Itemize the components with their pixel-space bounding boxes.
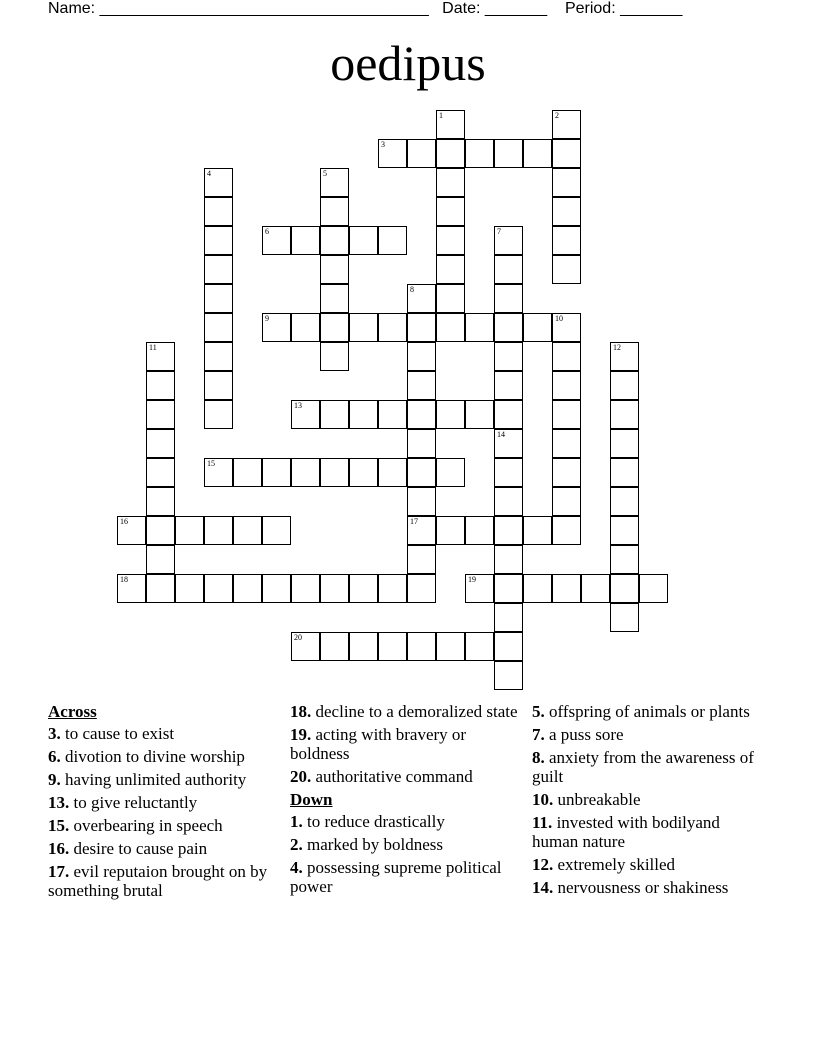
grid-cell[interactable] xyxy=(204,400,233,429)
grid-cell[interactable] xyxy=(204,168,233,197)
grid-cell[interactable] xyxy=(494,574,523,603)
cell-number: 9 xyxy=(265,314,269,323)
grid-cell[interactable] xyxy=(552,487,581,516)
cell-number: 18 xyxy=(120,575,128,584)
grid-cell[interactable] xyxy=(204,226,233,255)
clue-across-15: 15. overbearing in speech xyxy=(48,816,223,835)
grid-cell[interactable] xyxy=(320,574,349,603)
grid-cell[interactable] xyxy=(494,545,523,574)
grid-cell[interactable] xyxy=(146,371,175,400)
grid-cell[interactable] xyxy=(407,371,436,400)
grid-cell[interactable] xyxy=(204,313,233,342)
clue-across-18: 18. decline to a demoralized state xyxy=(290,702,518,721)
name-label: Name: xyxy=(48,0,96,17)
grid-cell[interactable] xyxy=(523,574,552,603)
grid-cell[interactable] xyxy=(320,168,349,197)
grid-cell[interactable] xyxy=(291,400,320,429)
grid-cell[interactable] xyxy=(146,429,175,458)
cell-number: 15 xyxy=(207,459,215,468)
cell-number: 11 xyxy=(149,343,157,352)
clue-across-6: 6. divotion to divine worship xyxy=(48,747,245,766)
grid-cell[interactable] xyxy=(610,371,639,400)
grid-cell[interactable] xyxy=(262,574,291,603)
grid-cell[interactable] xyxy=(494,226,523,255)
grid-cell[interactable] xyxy=(639,574,668,603)
grid-cell[interactable] xyxy=(146,400,175,429)
grid-cell[interactable] xyxy=(610,603,639,632)
clue-down-8: 8. anxiety from the awareness of guilt xyxy=(532,748,754,786)
grid-cell[interactable] xyxy=(262,226,291,255)
grid-cell[interactable] xyxy=(465,139,494,168)
grid-cell[interactable] xyxy=(436,255,465,284)
grid-cell[interactable] xyxy=(610,545,639,574)
clue-across-13: 13. to give reluctantly xyxy=(48,793,198,812)
date-label: Date: xyxy=(442,0,481,17)
grid-cell[interactable] xyxy=(552,168,581,197)
cell-number: 13 xyxy=(294,401,302,410)
grid-cell[interactable] xyxy=(320,226,349,255)
grid-cell[interactable] xyxy=(378,632,407,661)
grid-cell[interactable] xyxy=(465,516,494,545)
across-heading: Across xyxy=(48,702,97,721)
grid-cell[interactable] xyxy=(204,371,233,400)
cell-number: 20 xyxy=(294,633,302,642)
grid-cell[interactable] xyxy=(494,313,523,342)
grid-cell[interactable] xyxy=(407,545,436,574)
grid-cell[interactable] xyxy=(436,458,465,487)
cell-number: 6 xyxy=(265,227,269,236)
cell-number: 16 xyxy=(120,517,128,526)
grid-cell[interactable] xyxy=(610,487,639,516)
grid-cell[interactable] xyxy=(349,458,378,487)
grid-cell[interactable] xyxy=(378,458,407,487)
grid-cell[interactable] xyxy=(610,429,639,458)
grid-cell[interactable] xyxy=(349,574,378,603)
grid-cell[interactable] xyxy=(494,632,523,661)
grid-cell[interactable] xyxy=(610,458,639,487)
grid-cell[interactable] xyxy=(610,516,639,545)
grid-cell[interactable] xyxy=(436,516,465,545)
grid-cell[interactable] xyxy=(204,284,233,313)
grid-cell[interactable] xyxy=(436,110,465,139)
grid-cell[interactable] xyxy=(407,429,436,458)
grid-cell[interactable] xyxy=(494,284,523,313)
grid-cell[interactable] xyxy=(552,429,581,458)
grid-cell[interactable] xyxy=(146,342,175,371)
period-label: Period: xyxy=(564,0,616,17)
grid-cell[interactable] xyxy=(494,400,523,429)
grid-cell[interactable] xyxy=(175,574,204,603)
clue-down-1: 1. to reduce drastically xyxy=(290,812,445,831)
grid-cell[interactable] xyxy=(436,400,465,429)
grid-cell[interactable] xyxy=(610,574,639,603)
grid-cell[interactable] xyxy=(610,400,639,429)
grid-cell[interactable] xyxy=(552,458,581,487)
grid-cell[interactable] xyxy=(494,603,523,632)
name-blank[interactable]: _____________________________________ xyxy=(99,0,429,17)
grid-cell[interactable] xyxy=(378,574,407,603)
grid-cell[interactable] xyxy=(349,313,378,342)
date-blank[interactable]: _______ xyxy=(484,0,548,17)
cell-number: 10 xyxy=(555,314,563,323)
grid-cell[interactable] xyxy=(320,197,349,226)
grid-cell[interactable] xyxy=(349,632,378,661)
grid-cell[interactable] xyxy=(291,632,320,661)
grid-cell[interactable] xyxy=(320,342,349,371)
grid-cell[interactable] xyxy=(465,574,494,603)
cell-number: 7 xyxy=(497,227,501,236)
grid-cell[interactable] xyxy=(407,458,436,487)
grid-cell[interactable] xyxy=(204,342,233,371)
clue-across-16: 16. desire to cause pain xyxy=(48,839,208,858)
grid-cell[interactable] xyxy=(523,139,552,168)
grid-cell[interactable] xyxy=(552,110,581,139)
cell-number: 12 xyxy=(613,343,621,352)
clue-across-9: 9. having unlimited authority xyxy=(48,770,247,789)
grid-cell[interactable] xyxy=(204,516,233,545)
grid-cell[interactable] xyxy=(407,487,436,516)
grid-cell[interactable] xyxy=(552,342,581,371)
period-blank[interactable]: _______ xyxy=(620,0,683,17)
grid-cell[interactable] xyxy=(407,574,436,603)
clue-down-10: 10. unbreakable xyxy=(532,790,641,809)
grid-cell[interactable] xyxy=(436,197,465,226)
clue-down-2: 2. marked by boldness xyxy=(290,835,443,854)
clue-down-5: 5. offspring of animals or plants xyxy=(532,702,750,721)
cell-number: 3 xyxy=(381,140,385,149)
grid-cell[interactable] xyxy=(494,458,523,487)
grid-cell[interactable] xyxy=(146,516,175,545)
grid-cell[interactable] xyxy=(262,313,291,342)
grid-cell[interactable] xyxy=(407,342,436,371)
grid-cell[interactable] xyxy=(146,574,175,603)
grid-cell[interactable] xyxy=(349,400,378,429)
grid-cell[interactable] xyxy=(146,545,175,574)
grid-cell[interactable] xyxy=(494,429,523,458)
grid-cell[interactable] xyxy=(117,574,146,603)
clue-down-4: 4. possessing supreme political power xyxy=(290,858,502,896)
grid-cell[interactable] xyxy=(291,458,320,487)
grid-cell[interactable] xyxy=(204,458,233,487)
clue-down-14: 14. nervousness or shakiness xyxy=(532,878,729,897)
clue-down-7: 7. a puss sore xyxy=(532,725,624,744)
grid-cell[interactable] xyxy=(494,139,523,168)
grid-cell[interactable] xyxy=(436,139,465,168)
grid-cell[interactable] xyxy=(436,226,465,255)
grid-cell[interactable] xyxy=(494,661,523,690)
clue-across-3: 3. to cause to exist xyxy=(48,724,175,743)
cell-number: 4 xyxy=(207,169,211,178)
grid-cell[interactable] xyxy=(320,284,349,313)
grid-cell[interactable] xyxy=(204,574,233,603)
grid-cell[interactable] xyxy=(117,516,146,545)
cell-number: 1 xyxy=(439,111,443,120)
grid-cell[interactable] xyxy=(233,458,262,487)
grid-cell[interactable] xyxy=(407,313,436,342)
clue-down-12: 12. extremely skilled xyxy=(532,855,676,874)
clue-across-19: 19. acting with bravery or boldness xyxy=(290,725,467,763)
grid-cell[interactable] xyxy=(494,342,523,371)
grid-cell[interactable] xyxy=(436,632,465,661)
grid-cell[interactable] xyxy=(552,197,581,226)
grid-cell[interactable] xyxy=(262,458,291,487)
grid-cell[interactable] xyxy=(436,313,465,342)
grid-cell[interactable] xyxy=(465,400,494,429)
grid-cell[interactable] xyxy=(552,139,581,168)
grid-cell[interactable] xyxy=(320,632,349,661)
grid-cell[interactable] xyxy=(494,487,523,516)
grid-cell[interactable] xyxy=(175,516,204,545)
grid-cell[interactable] xyxy=(407,632,436,661)
grid-cell[interactable] xyxy=(320,400,349,429)
cell-number: 17 xyxy=(410,517,418,526)
grid-cell[interactable] xyxy=(552,226,581,255)
grid-cell[interactable] xyxy=(436,284,465,313)
grid-cell[interactable] xyxy=(349,226,378,255)
grid-cell[interactable] xyxy=(378,400,407,429)
grid-cell[interactable] xyxy=(146,458,175,487)
grid-cell[interactable] xyxy=(581,574,610,603)
grid-cell[interactable] xyxy=(146,487,175,516)
puzzle-title: oedipus xyxy=(330,35,486,91)
grid-cell[interactable] xyxy=(233,574,262,603)
grid-cell[interactable] xyxy=(204,197,233,226)
clue-across-20: 20. authoritative command xyxy=(290,767,473,786)
cell-number: 14 xyxy=(497,430,505,439)
grid-cell[interactable] xyxy=(378,226,407,255)
grid-cell[interactable] xyxy=(291,574,320,603)
grid-cell[interactable] xyxy=(523,516,552,545)
grid-cell[interactable] xyxy=(291,226,320,255)
grid-cell[interactable] xyxy=(407,516,436,545)
grid-cell[interactable] xyxy=(465,632,494,661)
grid-cell[interactable] xyxy=(494,516,523,545)
grid-cell[interactable] xyxy=(378,139,407,168)
grid-cell[interactable] xyxy=(552,371,581,400)
grid-cell[interactable] xyxy=(378,313,407,342)
cell-number: 8 xyxy=(410,285,414,294)
grid-cell[interactable] xyxy=(262,516,291,545)
grid-cell[interactable] xyxy=(552,516,581,545)
grid-cell[interactable] xyxy=(552,313,581,342)
grid-cell[interactable] xyxy=(320,255,349,284)
grid-cell[interactable] xyxy=(407,139,436,168)
grid-cell[interactable] xyxy=(552,400,581,429)
grid-cell[interactable] xyxy=(320,458,349,487)
clues-column-2 xyxy=(290,702,520,900)
clue-down-11: 11. invested with bodilyand human nature xyxy=(532,813,720,851)
grid-cell[interactable] xyxy=(436,168,465,197)
clues-column-1 xyxy=(48,702,278,904)
grid-cell[interactable] xyxy=(407,400,436,429)
grid-cell[interactable] xyxy=(494,371,523,400)
grid-cell[interactable] xyxy=(233,516,262,545)
grid-cell[interactable] xyxy=(523,313,552,342)
clue-across-17: 17. evil reputaion brought on by something brutal xyxy=(48,862,268,900)
grid-cell[interactable] xyxy=(494,255,523,284)
grid-cell[interactable] xyxy=(407,284,436,313)
grid-cell[interactable] xyxy=(204,255,233,284)
down-heading: Down xyxy=(290,790,333,809)
cell-number: 5 xyxy=(323,169,327,178)
grid-cell[interactable] xyxy=(291,313,320,342)
grid-cell[interactable] xyxy=(610,342,639,371)
grid-cell[interactable] xyxy=(552,574,581,603)
cell-number: 2 xyxy=(555,111,559,120)
grid-cell[interactable] xyxy=(552,255,581,284)
clues-column-3 xyxy=(532,702,762,901)
grid-cell[interactable] xyxy=(465,313,494,342)
grid-cell[interactable] xyxy=(320,313,349,342)
cell-number: 19 xyxy=(468,575,476,584)
